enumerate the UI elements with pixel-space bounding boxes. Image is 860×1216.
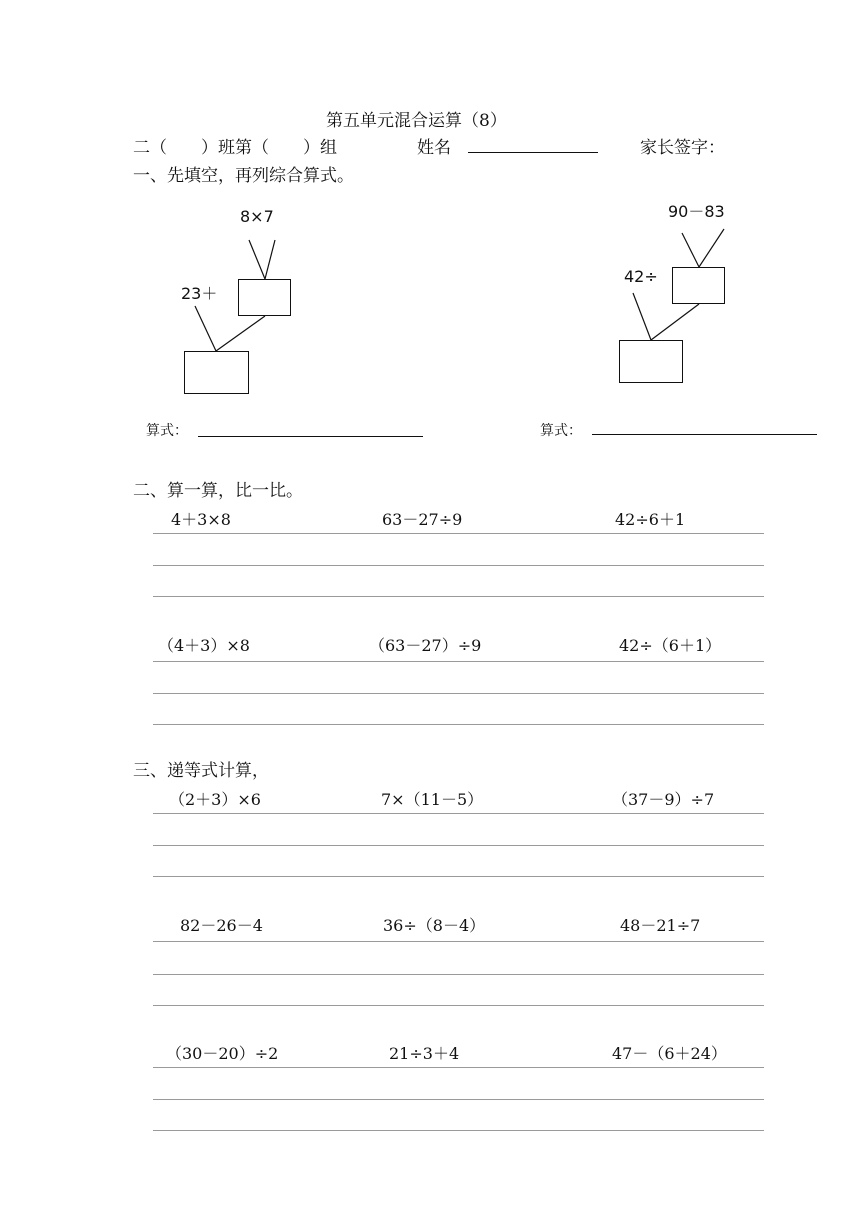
answer-line[interactable] [153, 845, 764, 846]
s3-r3-problem-3: 47－（6＋24） [612, 1044, 727, 1063]
right-side-connector [633, 293, 651, 340]
s3-r1-problem-2: 7×（11－5） [381, 790, 484, 809]
left-side-connector [195, 306, 216, 351]
answer-line[interactable] [153, 974, 764, 975]
answer-line[interactable] [153, 596, 764, 597]
s3-r2-problem-1: 82－26－4 [180, 916, 263, 935]
answer-line[interactable] [153, 876, 764, 877]
right-top-connector-b [699, 229, 724, 267]
s2-r2-problem-2: （63－27）÷9 [369, 636, 482, 655]
s2-r1-problem-3: 42÷6＋1 [615, 510, 686, 529]
answer-line[interactable] [153, 1099, 764, 1100]
s3-r1-problem-3: （37－9）÷7 [612, 790, 715, 809]
answer-line[interactable] [153, 1130, 764, 1131]
left-top-connector-b [265, 240, 275, 279]
section2-heading: 二、算一算，比一比。 [133, 481, 303, 501]
name-label: 姓名 [417, 138, 451, 158]
answer-line[interactable] [153, 565, 764, 566]
section3-heading: 三、递等式计算， [133, 761, 269, 781]
left-side-expression: 23＋ [181, 284, 218, 303]
answer-line[interactable] [153, 693, 764, 694]
s3-r1-problem-1: （2＋3）×6 [169, 790, 261, 809]
s2-r1-problem-1: 4＋3×8 [171, 510, 231, 529]
right-box-connector [651, 304, 699, 340]
answer-line[interactable] [153, 1005, 764, 1006]
right-formula-label: 算式： [540, 423, 582, 439]
parent-signature-label: 家长签字： [640, 138, 725, 158]
section1-heading: 一、先填空，再列综合算式。 [133, 166, 354, 186]
answer-line[interactable] [153, 941, 764, 942]
right-top-expression: 90－83 [668, 202, 725, 221]
right-formula-line[interactable] [592, 434, 817, 435]
page-title: 第五单元混合运算（8） [326, 111, 507, 131]
answer-line[interactable] [153, 1067, 764, 1068]
answer-line[interactable] [153, 724, 764, 725]
s2-r1-problem-2: 63－27÷9 [382, 510, 463, 529]
s2-r2-problem-3: 42÷（6＋1） [619, 636, 722, 655]
s3-r3-problem-1: （30－20）÷2 [166, 1044, 279, 1063]
answer-line[interactable] [153, 813, 764, 814]
class-group-label: 二（ ）班第（ ）组 [133, 138, 337, 158]
answer-line[interactable] [153, 533, 764, 534]
s2-r2-problem-1: （4＋3）×8 [158, 636, 250, 655]
left-top-connector-a [249, 240, 265, 279]
right-top-connector-a [682, 233, 699, 267]
left-box-connector [216, 316, 265, 351]
right-side-expression: 42÷ [624, 267, 658, 286]
s3-r2-problem-3: 48－21÷7 [620, 916, 701, 935]
left-formula-label: 算式： [146, 423, 188, 439]
left-top-expression: 8×7 [240, 207, 274, 226]
left-formula-line[interactable] [198, 436, 423, 437]
s3-r2-problem-2: 36÷（8－4） [383, 916, 486, 935]
answer-line[interactable] [153, 661, 764, 662]
s3-r3-problem-2: 21÷3＋4 [389, 1044, 460, 1063]
